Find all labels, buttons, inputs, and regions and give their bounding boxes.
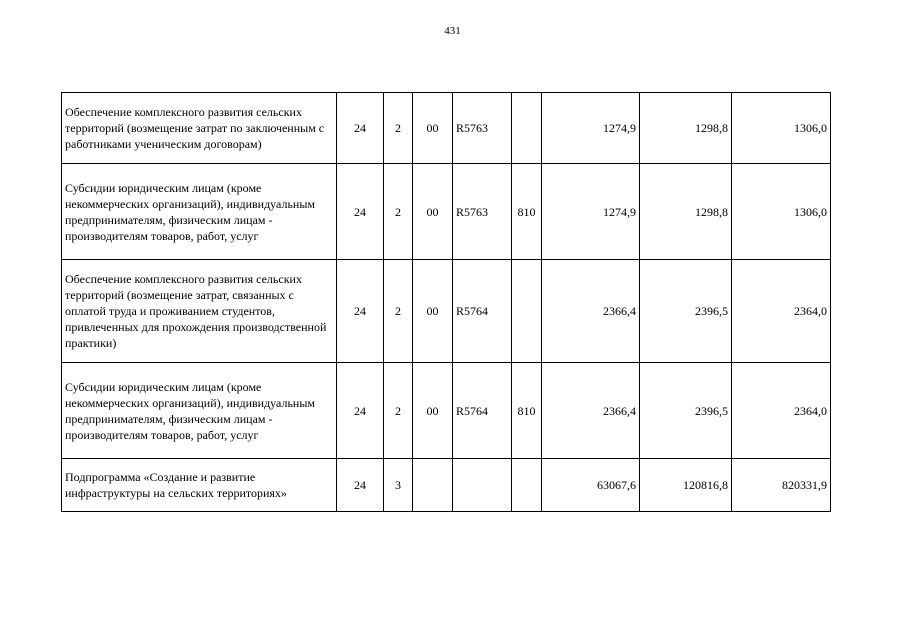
- row-col2: 2: [384, 363, 413, 459]
- row-value-1: 2366,4: [542, 363, 640, 459]
- row-value-1: 1274,9: [542, 93, 640, 164]
- row-type: [512, 459, 542, 512]
- row-value-2: 2396,5: [640, 363, 732, 459]
- row-value-2: 1298,8: [640, 164, 732, 260]
- row-code: R5763: [453, 93, 512, 164]
- row-value-3: 1306,0: [732, 93, 831, 164]
- row-col1: 24: [337, 164, 384, 260]
- row-col1: 24: [337, 260, 384, 363]
- row-value-2: 2396,5: [640, 260, 732, 363]
- row-type: 810: [512, 164, 542, 260]
- row-description: Подпрограмма «Создание и развитие инфраструктуры на сельских территориях»: [62, 459, 337, 512]
- row-col2: 2: [384, 164, 413, 260]
- row-value-1: 1274,9: [542, 164, 640, 260]
- row-value-1: 2366,4: [542, 260, 640, 363]
- row-type: [512, 93, 542, 164]
- row-col2: 2: [384, 93, 413, 164]
- table-row: [62, 459, 831, 512]
- row-code: [453, 459, 512, 512]
- row-description: Субсидии юридическим лицам (кроме некоммерческих организаций), индивидуальным предпринимателям, физическим лицам - производителям товаров, работ, услуг: [62, 164, 337, 260]
- row-col3: 00: [413, 93, 453, 164]
- row-description: Субсидии юридическим лицам (кроме некоммерческих организаций), индивидуальным предпринимателям, физическим лицам - производителям товаров, работ, услуг: [62, 363, 337, 459]
- row-col3: 00: [413, 260, 453, 363]
- row-col1: 24: [337, 459, 384, 512]
- row-type: 810: [512, 363, 542, 459]
- page-number: 431: [444, 25, 461, 37]
- row-type: [512, 260, 542, 363]
- row-col2: 3: [384, 459, 413, 512]
- row-col2: 2: [384, 260, 413, 363]
- table-row: [62, 164, 831, 260]
- row-col1: 24: [337, 93, 384, 164]
- row-value-2: 1298,8: [640, 93, 732, 164]
- row-col3: 00: [413, 363, 453, 459]
- row-col3: 00: [413, 164, 453, 260]
- row-value-3: 820331,9: [732, 459, 831, 512]
- row-col1: 24: [337, 363, 384, 459]
- budget-table: [61, 92, 831, 512]
- table-row: [62, 260, 831, 363]
- row-value-3: 1306,0: [732, 164, 831, 260]
- row-col3: [413, 459, 453, 512]
- row-description: Обеспечение комплексного развития сельских территорий (возмещение затрат по заключенным с работниками ученическим договорам): [62, 93, 337, 164]
- row-value-3: 2364,0: [732, 363, 831, 459]
- row-value-3: 2364,0: [732, 260, 831, 363]
- table-row: [62, 363, 831, 459]
- row-value-2: 120816,8: [640, 459, 732, 512]
- row-code: R5764: [453, 260, 512, 363]
- row-code: R5763: [453, 164, 512, 260]
- table-row: [62, 93, 831, 164]
- row-code: R5764: [453, 363, 512, 459]
- row-value-1: 63067,6: [542, 459, 640, 512]
- row-description: Обеспечение комплексного развития сельских территорий (возмещение затрат, связанных с оплатой труда и проживанием студентов, привлеченных для прохождения производственной практики): [62, 260, 337, 363]
